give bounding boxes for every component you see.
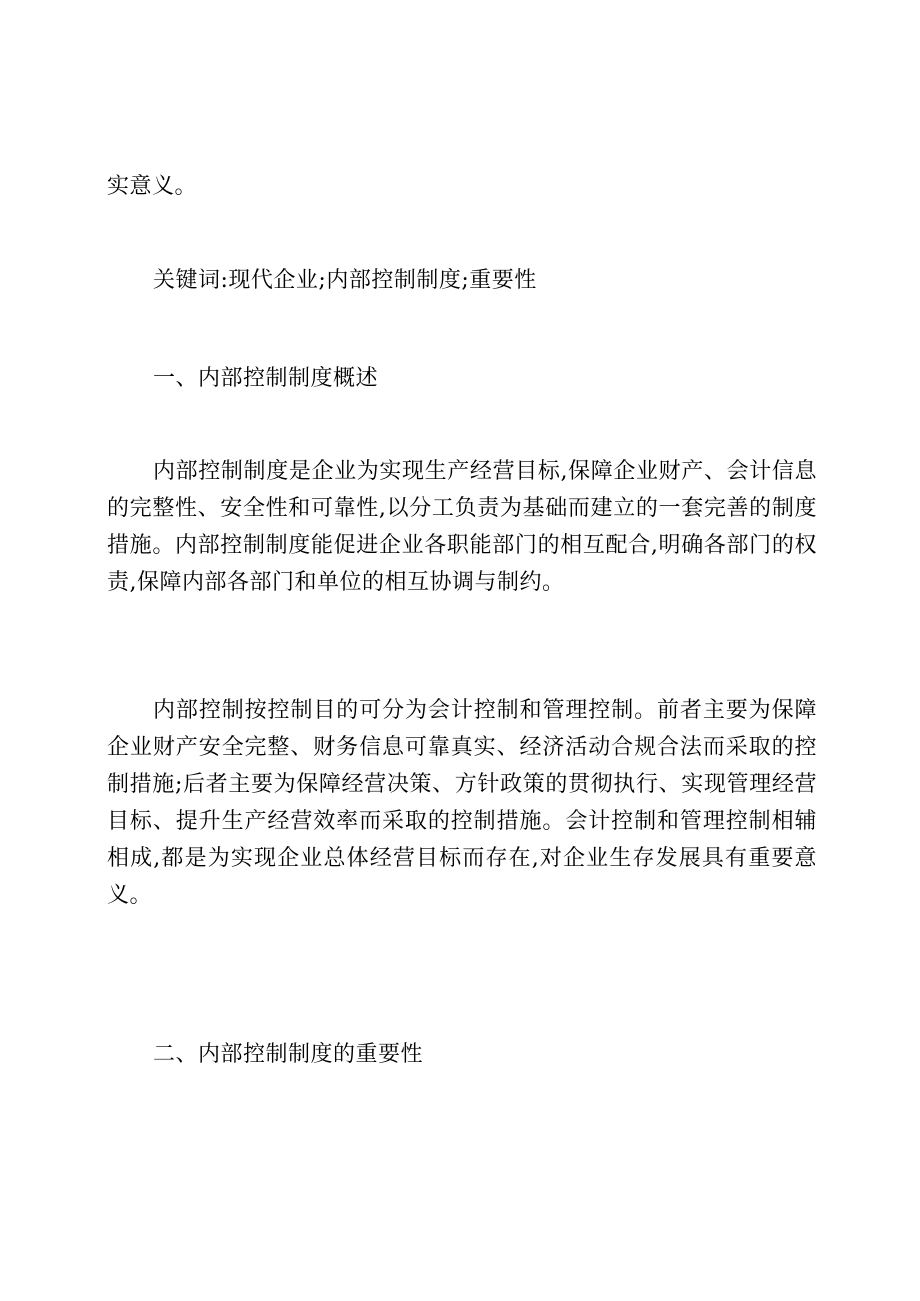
section-heading-1: 一、内部控制制度概述 — [153, 366, 379, 391]
section-heading-2: 二、内部控制制度的重要性 — [153, 1042, 424, 1067]
paragraph-2: 内部控制按控制目的可分为会计控制和管理控制。前者主要为保障企业财产安全完整、财务信息可靠真实、经济活动合规合法而采取的控制措施;后者主要为保障经营决策、方针政策的贯彻执行、实现管理经营目标、提升生产经营效率而采取的控制措施。会计控制和管理控制相辅相成,都是为实现企业总体经营目标而存在,对企业生存发展具有重要意义。 — [107, 698, 817, 908]
continuation-text: 实意义。 — [107, 174, 198, 199]
paragraph-1: 内部控制制度是企业为实现生产经营目标,保障企业财产、会计信息的完整性、安全性和可靠性,以分工负责为基础而建立的一套完善的制度措施。内部控制制度能促进企业各职能部门的相互配合,明确各部门的权责,保障内部各部门和单位的相互协调与制约。 — [107, 459, 817, 595]
keywords-line: 关键词:现代企业;内部控制制度;重要性 — [153, 268, 537, 293]
